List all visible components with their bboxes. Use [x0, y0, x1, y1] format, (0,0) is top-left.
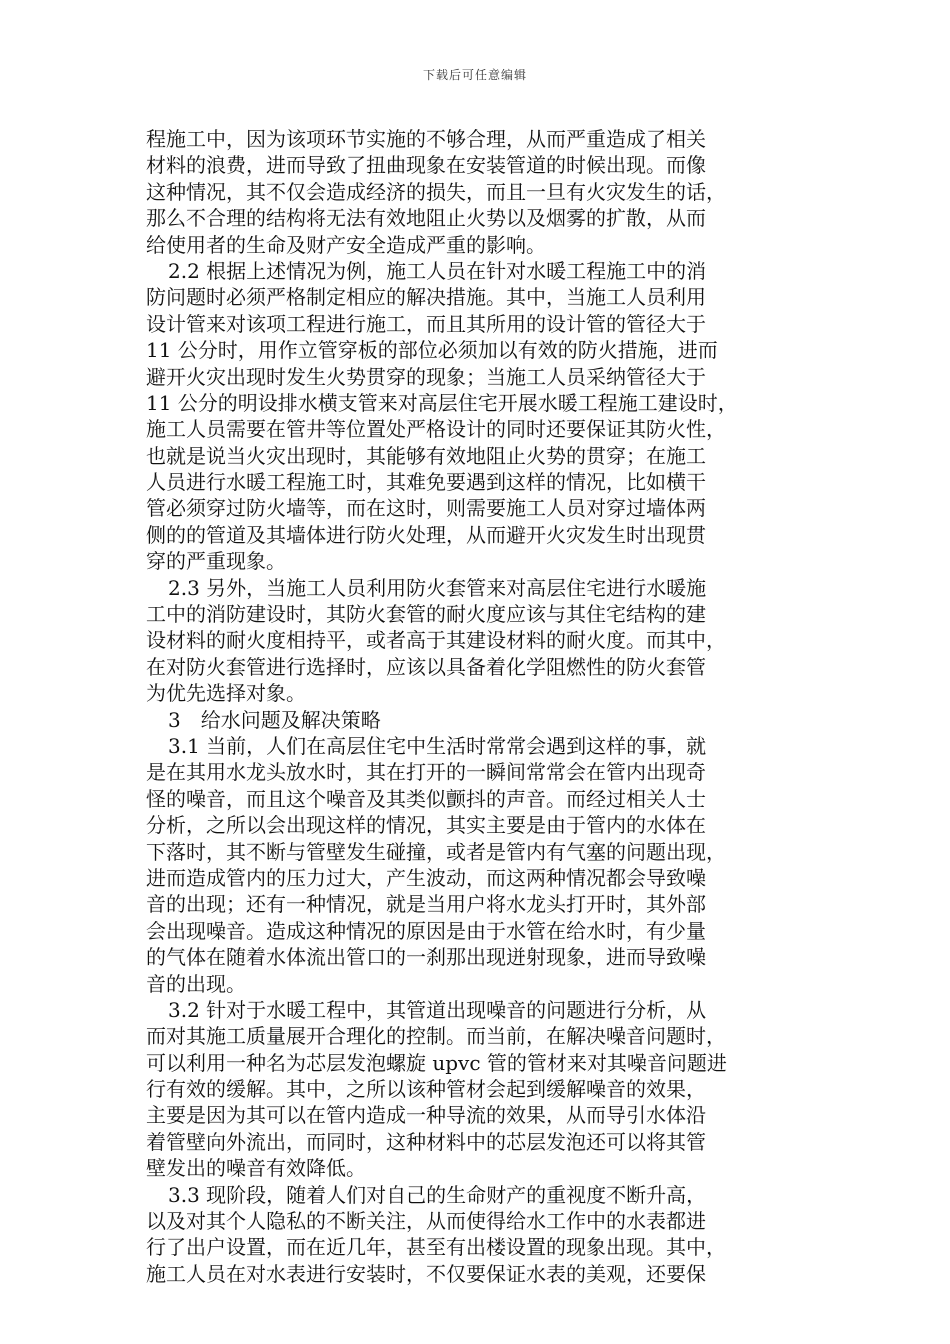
text-line: 进而造成管内的压力过大，产生波动，而这两种情况都会导致噪 — [146, 865, 706, 890]
text-line: 音的出现；还有一种情况，就是当用户将水龙头打开时，其外部 — [146, 892, 706, 917]
text-line: 材料的浪费，进而导致了扭曲现象在安装管道的时候出现。而像 — [146, 153, 706, 178]
text-line: 穿的严重现象。 — [146, 549, 286, 574]
text-line: 给使用者的生命及财产安全造成严重的影响。 — [146, 232, 546, 257]
text-line: 行了出户设置，而在近几年，甚至有出楼设置的现象出现。其中， — [146, 1235, 726, 1260]
text-line: 壁发出的噪音有效降低。 — [146, 1156, 366, 1181]
text-line: 人员进行水暖工程施工时，其难免要遇到这样的情况，比如横干 — [146, 470, 706, 495]
page-header: 下载后可任意编辑 — [422, 68, 527, 82]
text-line: 侧的的管道及其墙体进行防火处理，从而避开火灾发生时出现贯 — [146, 522, 706, 547]
body-text — [146, 126, 788, 1287]
text-line: 音的出现。 — [146, 971, 246, 996]
text-line: 11 公分的明设排水横支管来对高层住宅开展水暖工程施工建设时， — [146, 390, 738, 415]
text-line: 也就是说当火灾出现时，其能够有效地阻止火势的贯穿；在施工 — [146, 443, 706, 468]
text-line: 施工人员在对水表进行安装时，不仅要保证水表的美观，还要保 — [146, 1261, 706, 1286]
text-line: 着管壁向外流出，而同时，这种材料中的芯层发泡还可以将其管 — [146, 1129, 706, 1154]
text-line: 而对其施工质量展开合理化的控制。而当前，在解决噪音问题时， — [146, 1024, 726, 1049]
text-line: 程施工中，因为该项环节实施的不够合理，从而严重造成了相关 — [146, 127, 706, 151]
text-line: 11 公分时，用作立管穿板的部位必须加以有效的防火措施，进而 — [146, 338, 718, 363]
text-line: 管必须穿过防火墙等，而在这时，则需要施工人员对穿过墙体两 — [146, 496, 706, 521]
text-line: 那么不合理的结构将无法有效地阻止火势以及烟雾的扩散，从而 — [146, 206, 706, 231]
text-line: 设材料的耐火度相持平，或者高于其建设材料的耐火度。而其中， — [146, 628, 726, 653]
text-line: 防问题时必须严格制定相应的解决措施。其中，当施工人员利用 — [146, 285, 706, 310]
text-line: 设计管来对该项工程进行施工，而且其所用的设计管的管径大于 — [146, 311, 706, 336]
text-line: 行有效的缓解。其中，之所以该种管材会起到缓解噪音的效果， — [146, 1077, 706, 1102]
text-line: 以及对其个人隐私的不断关注，从而使得给水工作中的水表都进 — [146, 1209, 706, 1234]
text-line: 在对防火套管进行选择时，应该以具备着化学阻燃性的防火套管 — [146, 654, 706, 679]
text-line: 主要是因为其可以在管内造成一种导流的效果，从而导引水体沿 — [146, 1103, 706, 1128]
text-line: 会出现噪音。造成这种情况的原因是由于水管在给水时，有少量 — [146, 918, 706, 943]
paragraph-start: 3.3 现阶段，随着人们对自己的生命财产的重视度不断升高， — [168, 1182, 707, 1207]
text-line: 为优先选择对象。 — [146, 681, 306, 706]
text-line: 可以利用一种名为芯层发泡螺旋 upvc 管的管材来对其噪音问题进 — [146, 1050, 727, 1075]
paragraph-start: 2.3 另外，当施工人员利用防火套管来对高层住宅进行水暖施 — [168, 575, 707, 600]
text-line: 这种情况，其不仅会造成经济的损失，而且一旦有火灾发生的话， — [146, 179, 726, 204]
text-line: 的气体在随着水体流出管口的一刹那出现迸射现象，进而导致噪 — [146, 945, 706, 970]
text-line: 施工人员需要在管井等位置处严格设计的同时还要保证其防火性， — [146, 417, 726, 442]
text-line: 是在其用水龙头放水时，其在打开的一瞬间常常会在管内出现奇 — [146, 760, 706, 785]
paragraph-start: 2.2 根据上述情况为例，施工人员在针对水暖工程施工中的消 — [168, 258, 707, 283]
section-heading: 3 给水问题及解决策略 — [168, 707, 381, 732]
paragraph-start: 3.2 针对于水暖工程中，其管道出现噪音的问题进行分析，从 — [168, 997, 707, 1022]
text-line: 怪的噪音，而且这个噪音及其类似颤抖的声音。而经过相关人士 — [146, 786, 706, 811]
text-line: 避开火灾出现时发生火势贯穿的现象；当施工人员采纳管径大于 — [146, 364, 706, 389]
text-line: 分析，之所以会出现这样的情况，其实主要是由于管内的水体在 — [146, 813, 706, 838]
paragraph-start: 3.1 当前，人们在高层住宅中生活时常常会遇到这样的事，就 — [168, 733, 707, 758]
text-line: 工中的消防建设时，其防火套管的耐火度应该与其住宅结构的建 — [146, 602, 706, 627]
text-line: 下落时，其不断与管壁发生碰撞，或者是管内有气塞的问题出现， — [146, 839, 726, 864]
